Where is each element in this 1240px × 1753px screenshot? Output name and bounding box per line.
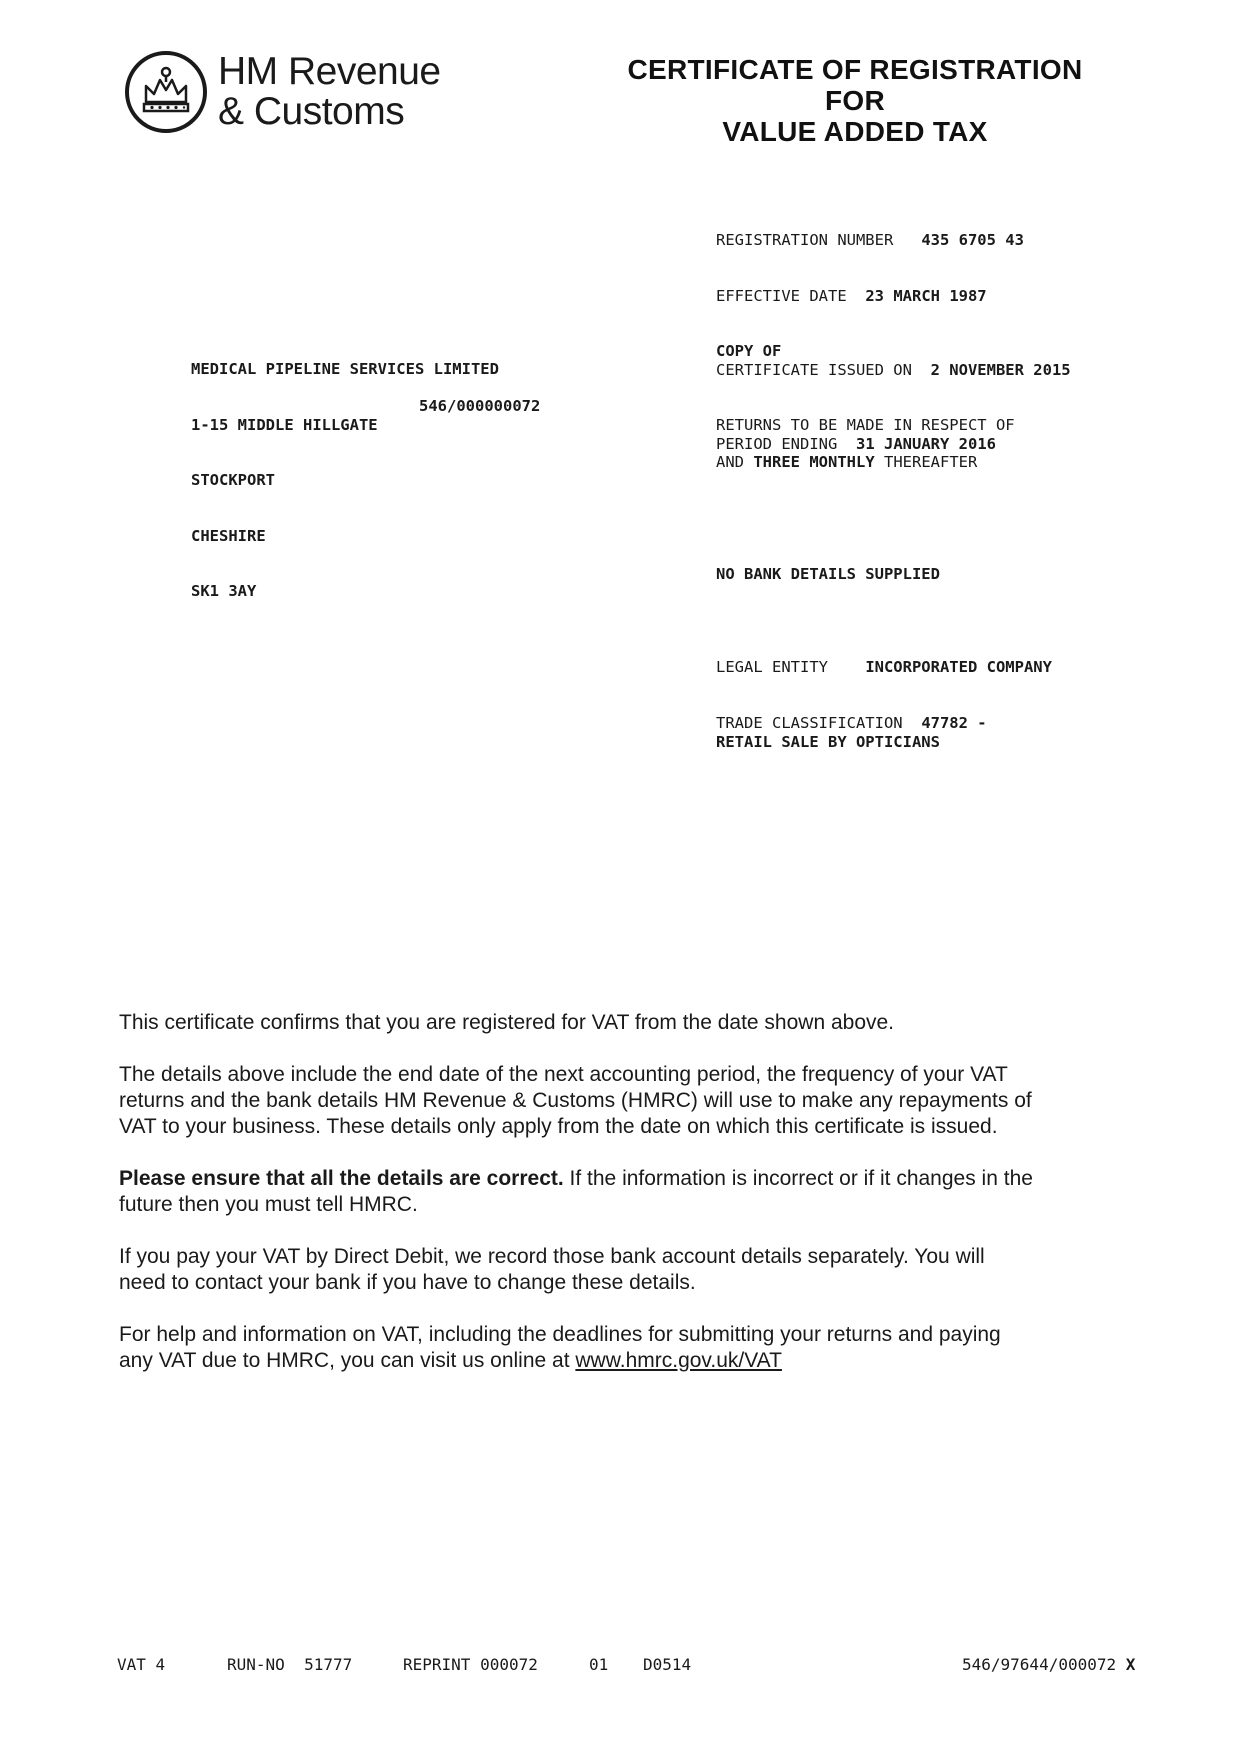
returns-block bbox=[716, 416, 1015, 472]
footer-code-1: 01 bbox=[589, 1655, 609, 1674]
paragraph-2-line-2: returns and the bank details HM Revenue & Customs (HMRC) will use to make any repayments of bbox=[119, 1089, 1032, 1112]
footer-mark: X bbox=[1125, 1655, 1136, 1674]
run-number-label: RUN-NO bbox=[227, 1655, 285, 1674]
reprint-value: 000072 bbox=[480, 1655, 538, 1674]
period-ending-label: PERIOD ENDING bbox=[716, 434, 838, 453]
returns-thereafter: THEREAFTER bbox=[884, 453, 978, 471]
reprint-label: REPRINT bbox=[403, 1655, 471, 1674]
trade-classification-code: 47782 - bbox=[921, 714, 987, 732]
title-line-1: CERTIFICATE OF REGISTRATION bbox=[627, 54, 1083, 85]
registration-number-value: 435 6705 43 bbox=[921, 231, 1024, 249]
paragraph-4-line-1: If you pay your VAT by Direct Debit, we record those bank account details separately. You will bbox=[119, 1245, 985, 1268]
paragraph-2 bbox=[119, 1062, 1129, 1140]
footer-run-number bbox=[227, 1655, 352, 1674]
run-number-value: 51777 bbox=[304, 1655, 353, 1674]
paragraph-3-rest-line-2: future then you must tell HMRC. bbox=[119, 1193, 418, 1216]
address-line-5: SK1 3AY bbox=[191, 582, 257, 600]
legal-entity-label: LEGAL ENTITY bbox=[716, 658, 828, 676]
address-line-4: CHESHIRE bbox=[191, 526, 266, 545]
issued-label: CERTIFICATE ISSUED ON bbox=[716, 360, 912, 379]
paragraph-2-line-1: The details above include the end date of the next accounting period, the frequency of your VAT bbox=[119, 1063, 1008, 1086]
trade-classification-label: TRADE CLASSIFICATION bbox=[716, 714, 903, 732]
recipient-address bbox=[191, 323, 499, 619]
effective-date-label: EFFECTIVE DATE bbox=[716, 287, 847, 305]
crown-crest-icon bbox=[124, 50, 208, 134]
logo-line-2: & Customs bbox=[218, 90, 405, 133]
footer-reference bbox=[962, 1655, 1135, 1674]
footer-reprint bbox=[403, 1655, 538, 1674]
logo-line-1: HM Revenue bbox=[218, 50, 441, 93]
trade-classification-description: RETAIL SALE BY OPTICIANS bbox=[716, 732, 940, 751]
legal-entity-row bbox=[716, 658, 1052, 677]
paragraph-3-rest-line-1: If the information is incorrect or if it changes in the bbox=[563, 1167, 1033, 1190]
registration-number-row bbox=[716, 231, 1024, 250]
returns-and: AND bbox=[716, 453, 744, 471]
registration-number-label: REGISTRATION NUMBER bbox=[716, 231, 894, 249]
certificate-title bbox=[590, 54, 1120, 147]
title-line-2: FOR bbox=[824, 85, 885, 116]
address-line-3: STOCKPORT bbox=[191, 471, 275, 489]
effective-date-value: 23 MARCH 1987 bbox=[865, 287, 987, 305]
footer-reference-value: 546/97644/000072 bbox=[962, 1655, 1117, 1674]
copy-of-label: COPY OF bbox=[716, 342, 782, 360]
trade-classification-block bbox=[716, 714, 987, 751]
certificate-body bbox=[119, 1010, 1129, 1400]
legal-entity-value: INCORPORATED COMPANY bbox=[865, 658, 1052, 676]
paragraph-4 bbox=[119, 1244, 1129, 1296]
address-line-2: 1-15 MIDDLE HILLGATE bbox=[191, 415, 378, 434]
period-ending-value: 31 JANUARY 2016 bbox=[856, 434, 996, 453]
hmrc-vat-link[interactable]: www.hmrc.gov.uk/VAT bbox=[575, 1349, 782, 1372]
returns-frequency: THREE MONTHLY bbox=[753, 453, 875, 471]
effective-date-row bbox=[716, 287, 987, 306]
footer-code-2: D0514 bbox=[643, 1655, 692, 1674]
hmrc-logo bbox=[124, 50, 441, 134]
paragraph-3 bbox=[119, 1166, 1129, 1218]
returns-line-1: RETURNS TO BE MADE IN RESPECT OF bbox=[716, 416, 1015, 434]
issued-date-value: 2 NOVEMBER 2015 bbox=[930, 360, 1071, 379]
paragraph-5-line-1: For help and information on VAT, including the deadlines for submitting your returns and paying bbox=[119, 1323, 1001, 1346]
paragraph-3-emphasis: Please ensure that all the details are correct. bbox=[119, 1167, 564, 1190]
footer-form-code: VAT 4 bbox=[117, 1655, 166, 1674]
certificate-issued-block bbox=[716, 342, 1071, 379]
paragraph-4-line-2: need to contact your bank if you have to change these details. bbox=[119, 1271, 696, 1294]
address-reference: 546/000000072 bbox=[419, 397, 541, 415]
logo-wordmark bbox=[218, 52, 441, 132]
address-line-1: MEDICAL PIPELINE SERVICES LIMITED bbox=[191, 360, 499, 378]
bank-details-status: NO BANK DETAILS SUPPLIED bbox=[716, 565, 940, 583]
paragraph-1: This certificate confirms that you are registered for VAT from the date shown above. bbox=[119, 1011, 895, 1034]
paragraph-2-line-3: VAT to your business. These details only apply from the date on which this certificate is issued. bbox=[119, 1115, 998, 1138]
paragraph-5-line-2: any VAT due to HMRC, you can visit us online at bbox=[119, 1349, 576, 1372]
paragraph-5 bbox=[119, 1322, 1129, 1374]
title-line-3: VALUE ADDED TAX bbox=[722, 116, 988, 147]
